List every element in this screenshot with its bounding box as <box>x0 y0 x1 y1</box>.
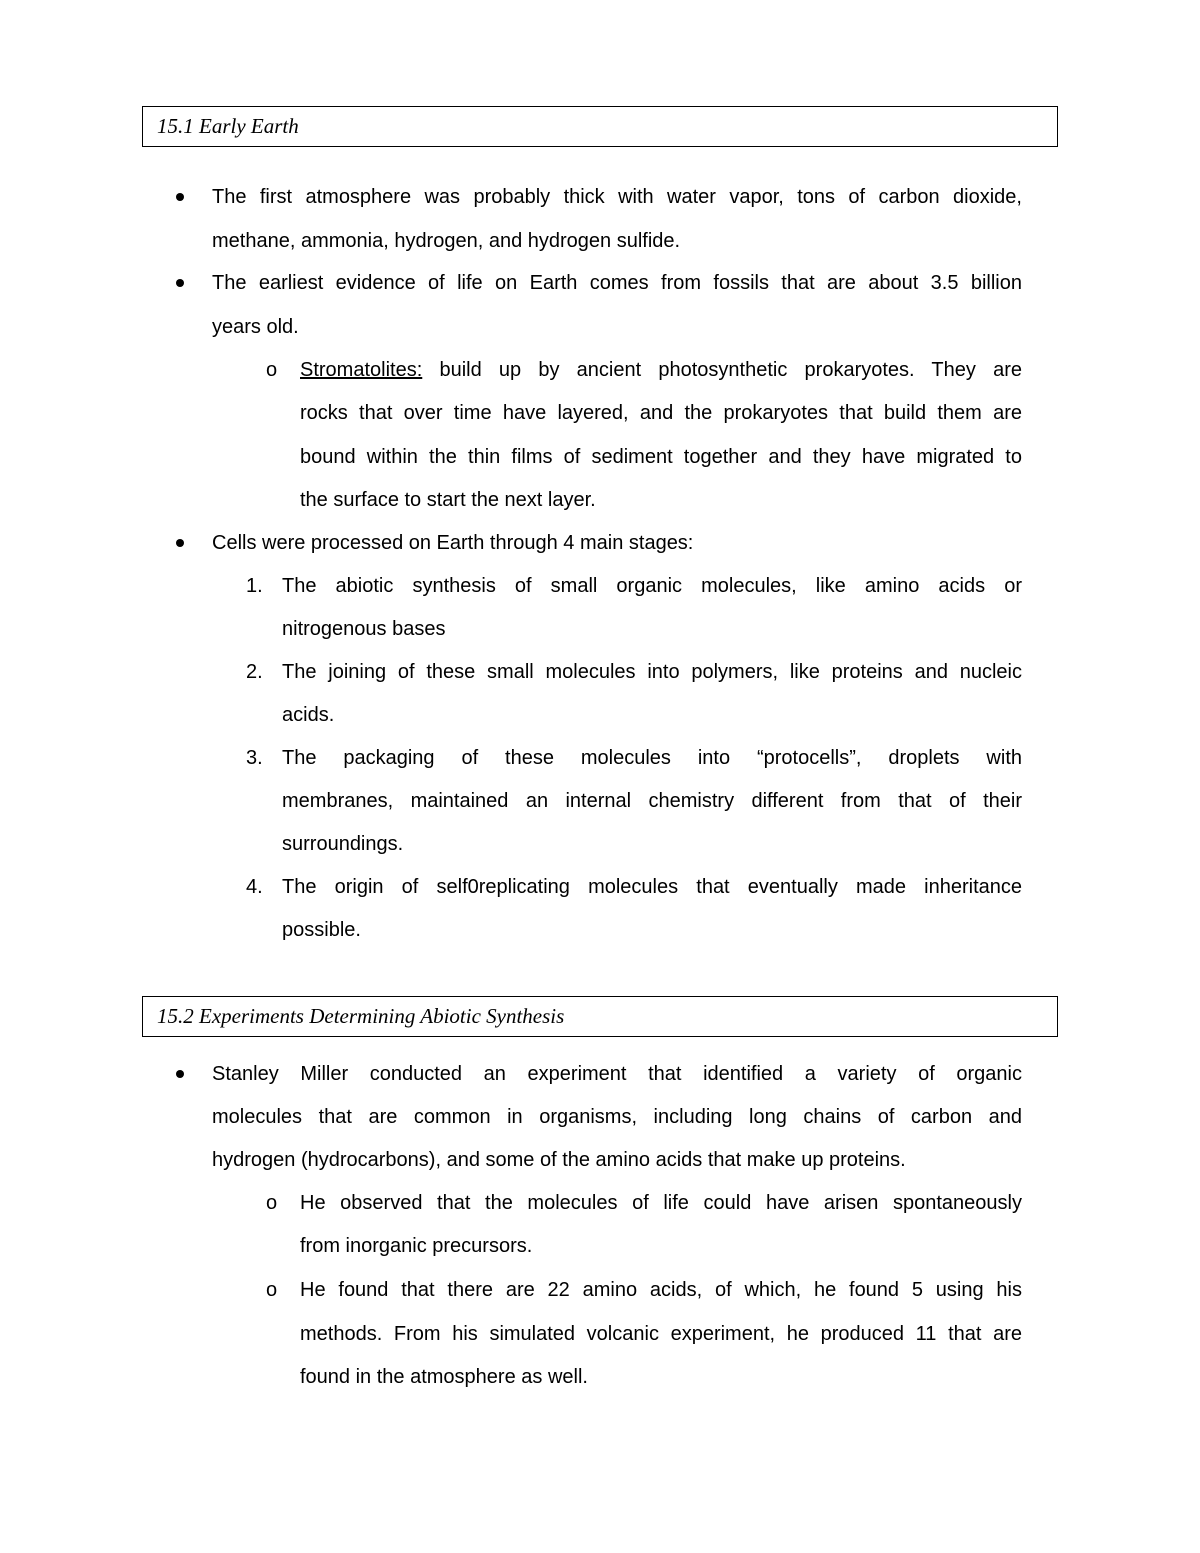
paragraph-line: surroundings. <box>282 833 404 855</box>
paragraph-line: membranes, maintained an internal chemistry different from that of their <box>282 790 1022 812</box>
list-number: 3. <box>246 747 263 769</box>
paragraph-line: methods. From his simulated volcanic experiment, he produced 11 that are <box>300 1323 1022 1345</box>
term-definition: build up by ancient photosynthetic prokaryotes. They are <box>422 359 1022 381</box>
paragraph-line <box>300 357 1022 383</box>
paragraph-line: Cells were processed on Earth through 4 main stages: <box>212 532 694 554</box>
bullet-icon <box>176 1070 184 1078</box>
paragraph-line: acids. <box>282 704 335 726</box>
paragraph-line: from inorganic precursors. <box>300 1235 533 1257</box>
paragraph-line: The abiotic synthesis of small organic molecules, like amino acids or <box>282 575 1022 597</box>
sub-bullet-icon: o <box>266 1279 278 1301</box>
list-number: 4. <box>246 876 263 898</box>
paragraph-line: bound within the thin films of sediment together and they have migrated to <box>300 446 1022 468</box>
sub-bullet-icon: o <box>266 1192 278 1214</box>
sub-bullet-icon: o <box>266 359 278 381</box>
paragraph-line: The first atmosphere was probably thick with water vapor, tons of carbon dioxide, <box>212 186 1022 208</box>
term-stromatolites: Stromatolites: <box>300 359 423 381</box>
paragraph-line: The earliest evidence of life on Earth comes from fossils that are about 3.5 billion <box>212 272 1022 294</box>
paragraph-line: methane, ammonia, hydrogen, and hydrogen sulfide. <box>212 230 681 252</box>
paragraph-line: The origin of self0replicating molecules that eventually made inheritance <box>282 876 1022 898</box>
paragraph-line: He found that there are 22 amino acids, of which, he found 5 using his <box>300 1279 1022 1301</box>
paragraph-line: The joining of these small molecules into polymers, like proteins and nucleic <box>282 661 1022 683</box>
bullet-icon <box>176 279 184 287</box>
paragraph-line: hydrogen (hydrocarbons), and some of the amino acids that make up proteins. <box>212 1149 906 1171</box>
bullet-icon <box>176 539 184 547</box>
bullet-icon <box>176 193 184 201</box>
list-number: 2. <box>246 661 263 683</box>
paragraph-line: rocks that over time have layered, and the prokaryotes that build them are <box>300 402 1022 424</box>
paragraph-line: Stanley Miller conducted an experiment that identified a variety of organic <box>212 1063 1022 1085</box>
paragraph-line: found in the atmosphere as well. <box>300 1366 588 1388</box>
list-number: 1. <box>246 575 263 597</box>
paragraph-line: years old. <box>212 316 299 338</box>
paragraph-line: the surface to start the next layer. <box>300 489 596 511</box>
paragraph-line: He observed that the molecules of life could have arisen spontaneously <box>300 1192 1022 1214</box>
section-heading-early-earth: 15.1 Early Earth <box>142 106 1058 147</box>
paragraph-line: The packaging of these molecules into “protocells”, droplets with <box>282 747 1022 769</box>
paragraph-line: molecules that are common in organisms, including long chains of carbon and <box>212 1106 1022 1128</box>
paragraph-line: possible. <box>282 919 361 941</box>
paragraph-line: nitrogenous bases <box>282 618 446 640</box>
section-heading-abiotic-synthesis: 15.2 Experiments Determining Abiotic Synthesis <box>142 996 1058 1037</box>
